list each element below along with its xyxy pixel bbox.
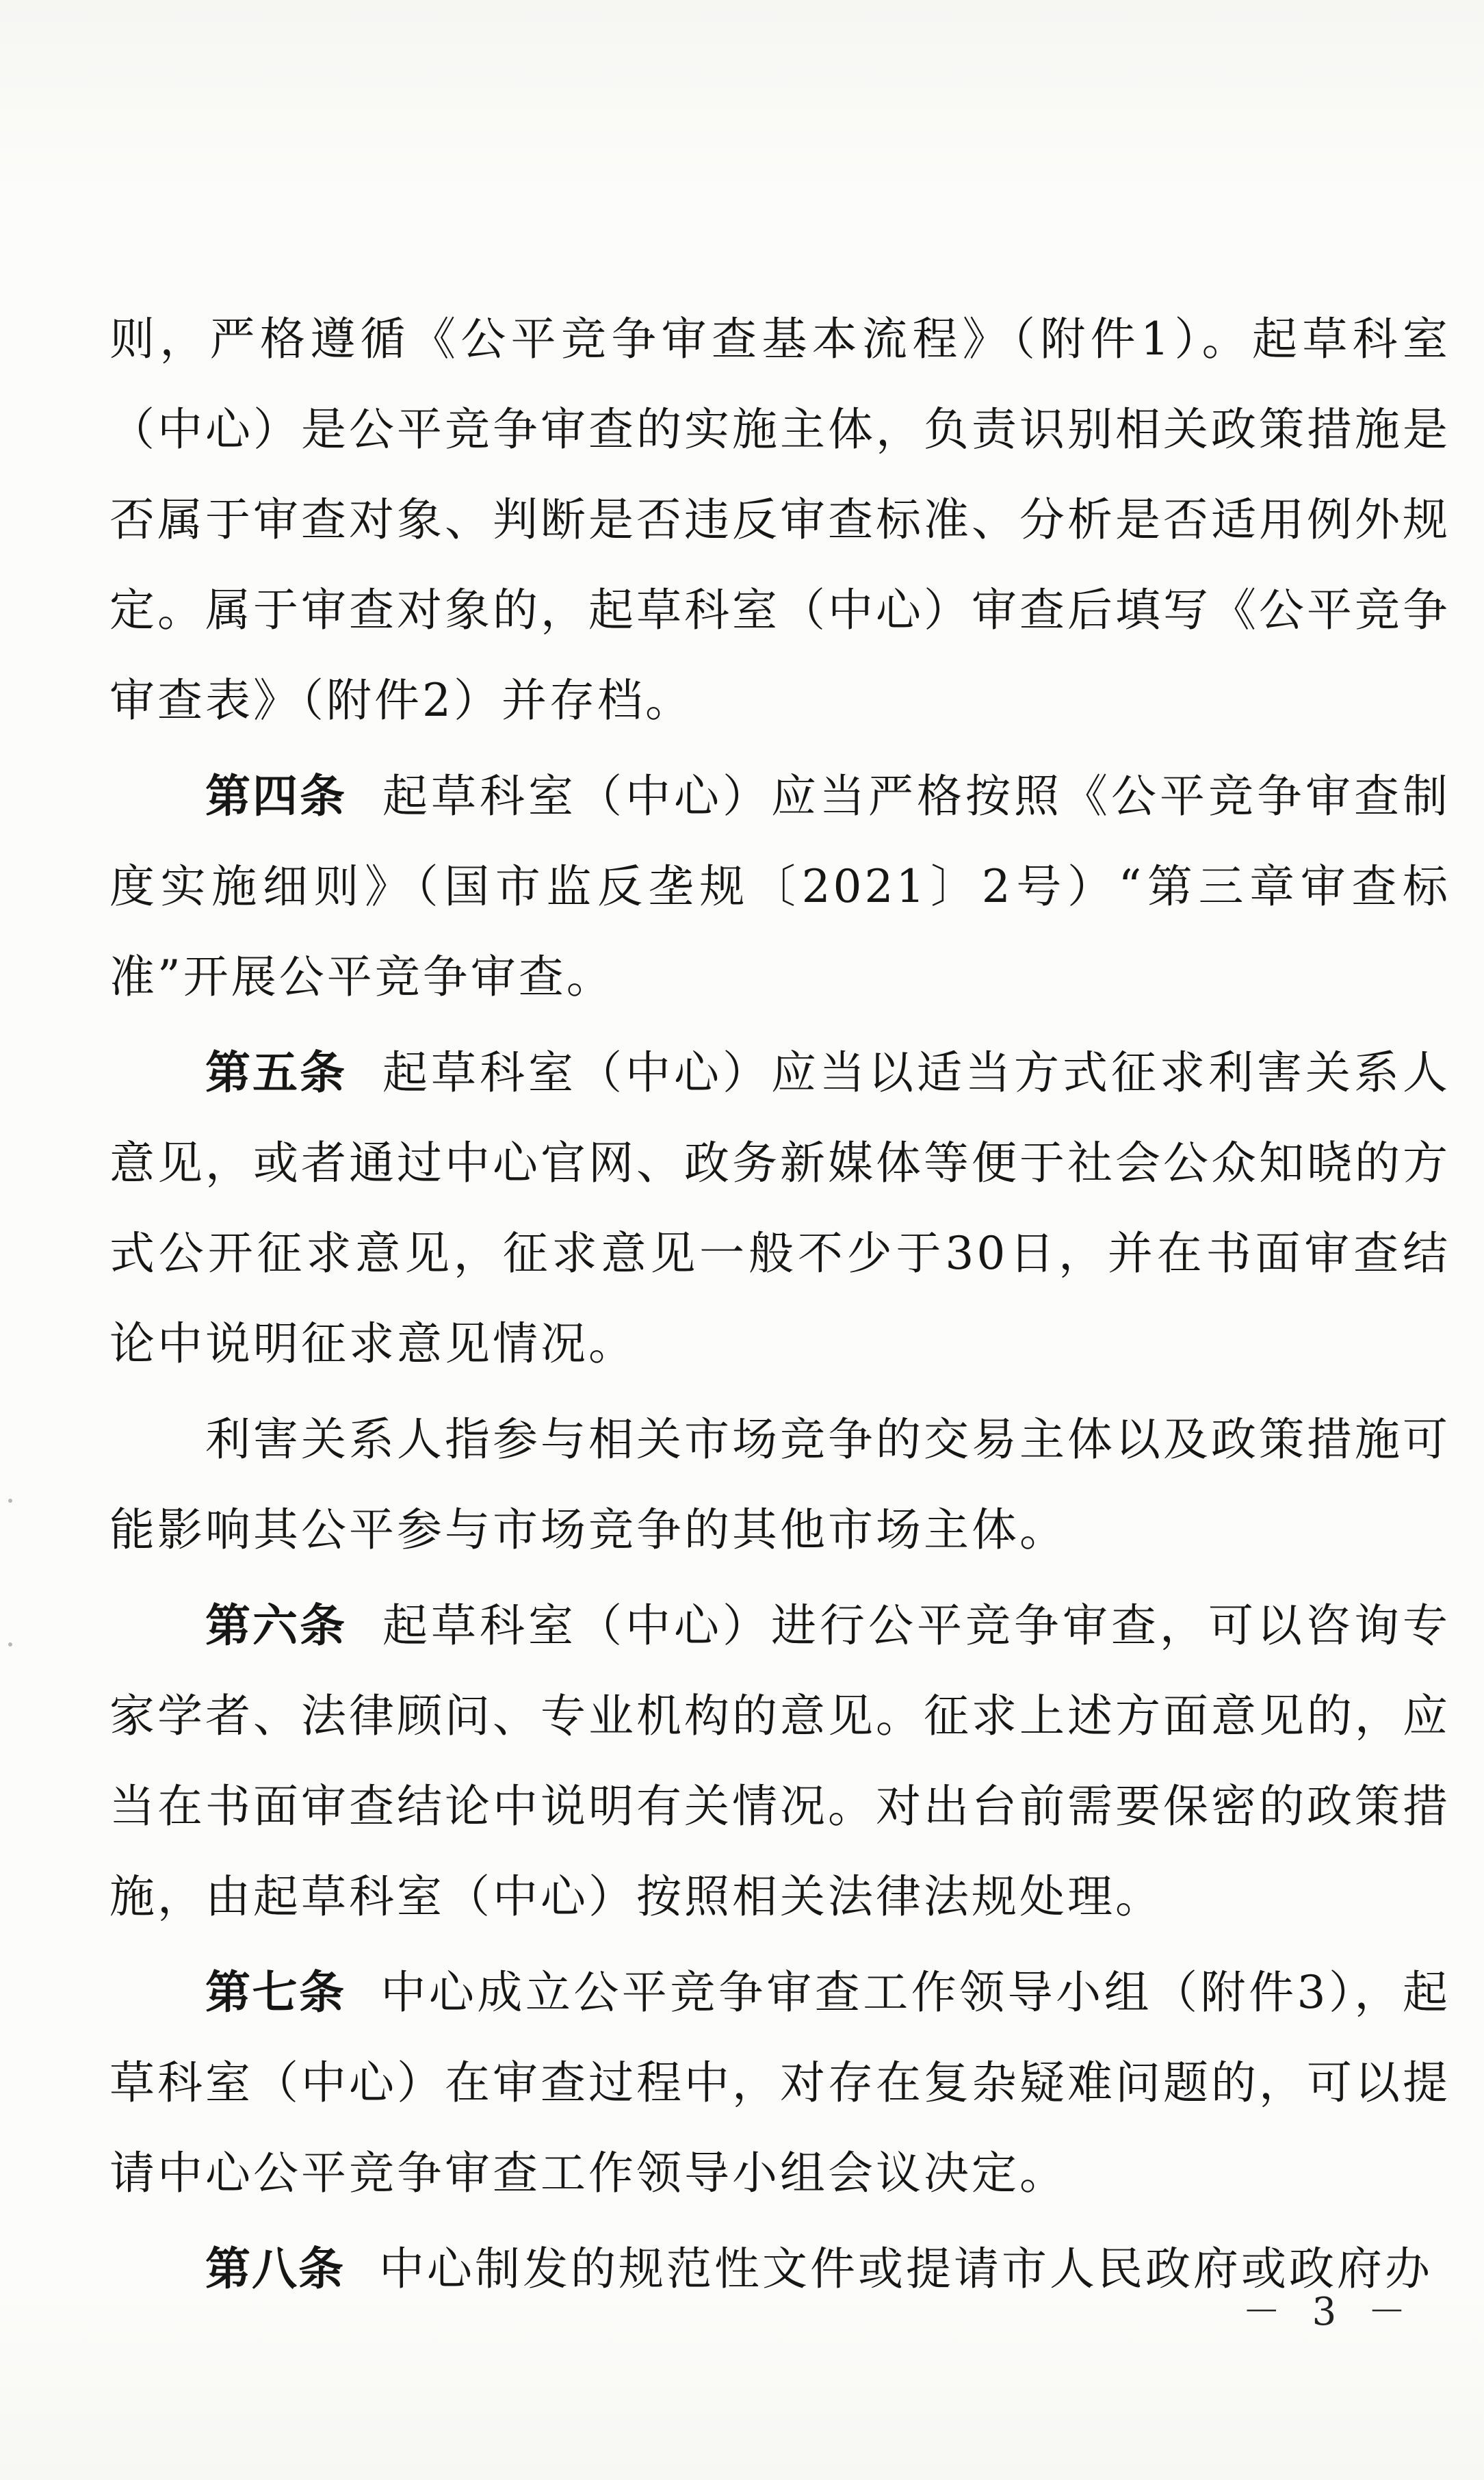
paragraph-text: 中心成立公平竞争审查工作领导小组（附件3），起草科室（中心）在审查过程中，对存在复杂疑难问题的，可以提请中心公平竞争审查工作领导小组会议决定。 <box>109 1966 1450 2199</box>
article-head: 第七条 <box>205 1966 346 2019</box>
paragraph-article-4 <box>109 751 1450 1022</box>
paragraph-text: 中心制发的规范性文件或提请市人民政府或政府办 <box>378 2243 1433 2295</box>
paragraph-article-5 <box>109 1028 1450 1389</box>
scan-speck <box>8 1642 12 1646</box>
paragraph-text: 则，严格遵循《公平竞争审查基本流程》（附件1）。起草科室（中心）是公平竞争审查的实施主体，负责识别相关政策措施是否属于审查对象、判断是否违反审查标准、分析是否适用例外规定。属于审查对象的，起草科室（中心）审查后填写《公平竞争审查表》（附件2）并存档。 <box>109 313 1450 727</box>
paragraph-article-7 <box>109 1948 1450 2219</box>
body-text <box>109 294 1450 2320</box>
paragraph-1 <box>109 294 1450 746</box>
scan-speck <box>8 1499 12 1503</box>
paragraph-text: 起草科室（中心）应当严格按照《公平竞争审查制度实施细则》（国市监反垄规〔2021〕2号）“第三章审查标准”开展公平竞争审查。 <box>109 770 1451 1003</box>
article-head: 第五条 <box>205 1046 348 1099</box>
article-head: 第四条 <box>205 770 348 823</box>
paragraph-article-6 <box>109 1581 1450 1942</box>
paragraph-text: 利害关系人指参与相关市场竞争的交易主体以及政策措施可能影响其公平参与市场竞争的其他市场主体。 <box>109 1413 1450 1556</box>
article-head: 第八条 <box>205 2243 345 2295</box>
page-number: － 3 － <box>1242 2290 1416 2334</box>
paragraph-text: 起草科室（中心）应当以适当方式征求利害关系人意见，或者通过中心官网、政务新媒体等便于社会公众知晓的方式公开征求意见，征求意见一般不少于30日，并在书面审查结论中说明征求意见情况。 <box>109 1046 1451 1370</box>
article-head: 第六条 <box>205 1599 348 1652</box>
paragraph-text: 起草科室（中心）进行公平竞争审查，可以咨询专家学者、法律顾问、专业机构的意见。征求上述方面意见的，应当在书面审查结论中说明有关情况。对出台前需要保密的政策措施，由起草科室（中心）按照相关法律法规处理。 <box>109 1599 1451 1923</box>
paragraph-stakeholder-definition <box>109 1395 1450 1575</box>
